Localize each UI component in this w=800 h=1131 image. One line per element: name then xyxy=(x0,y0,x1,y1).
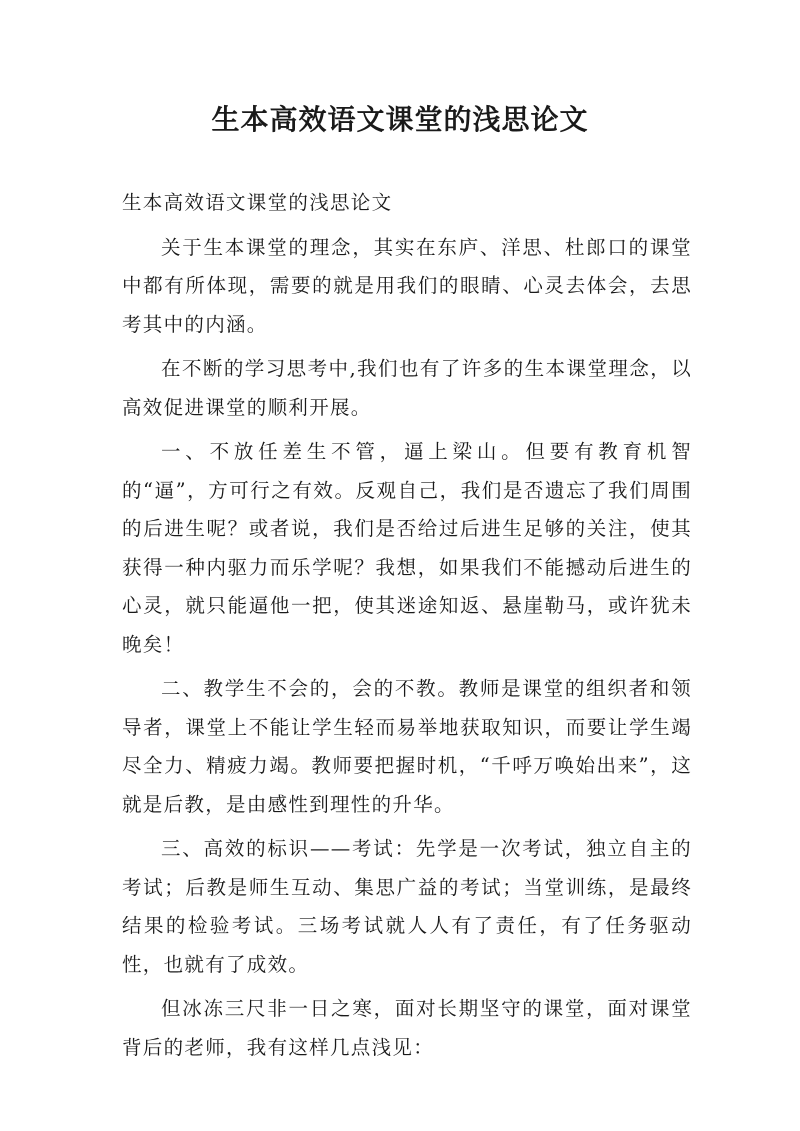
paragraph-point-three: 三、高效的标识——考试：先学是一次考试，独立自主的考试；后教是师生互动、集思广益的考试；当堂训练，是最终结果的检验考试。三场考试就人人有了责任，有了任务驱动性，也就有了成效。 xyxy=(122,837,692,976)
paragraph-conclusion: 但冰冻三尺非一日之寒，面对长期坚守的课堂，面对课堂背后的老师，我有这样几点浅见： xyxy=(122,997,692,1059)
paragraph-concept: 在不断的学习思考中,我们也有了许多的生本课堂理念，以高效促进课堂的顺利开展。 xyxy=(122,357,692,419)
paragraph-point-one: 一、不放任差生不管，逼上梁山。但要有教育机智的“逼”，方可行之有效。反观自己，我们是否遗忘了我们周围的后进生呢？或者说，我们是否给过后进生足够的关注，使其获得一种内驱力而乐学呢？我想，如果我们不能撼动后进生的心灵，就只能逼他一把，使其迷途知返、悬崖勒马，或许犹未晚矣！ xyxy=(122,440,692,656)
document-title: 生本高效语文课堂的浅思论文 xyxy=(211,103,589,136)
paragraph-intro: 关于生本课堂的理念，其实在东庐、洋思、杜郎口的课堂中都有所体现，需要的就是用我们的眼睛、心灵去体会，去思考其中的内涵。 xyxy=(122,235,692,336)
document-body xyxy=(122,184,692,1067)
paragraph-point-two: 二、教学生不会的，会的不教。教师是课堂的组织者和领导者，课堂上不能让学生轻而易举地获取知识，而要让学生竭尽全力、精疲力竭。教师要把握时机，“千呼万唤始出来”，这就是后教，是由感性到理性的升华。 xyxy=(122,677,692,816)
document-subtitle: 生本高效语文课堂的浅思论文 xyxy=(122,191,393,214)
